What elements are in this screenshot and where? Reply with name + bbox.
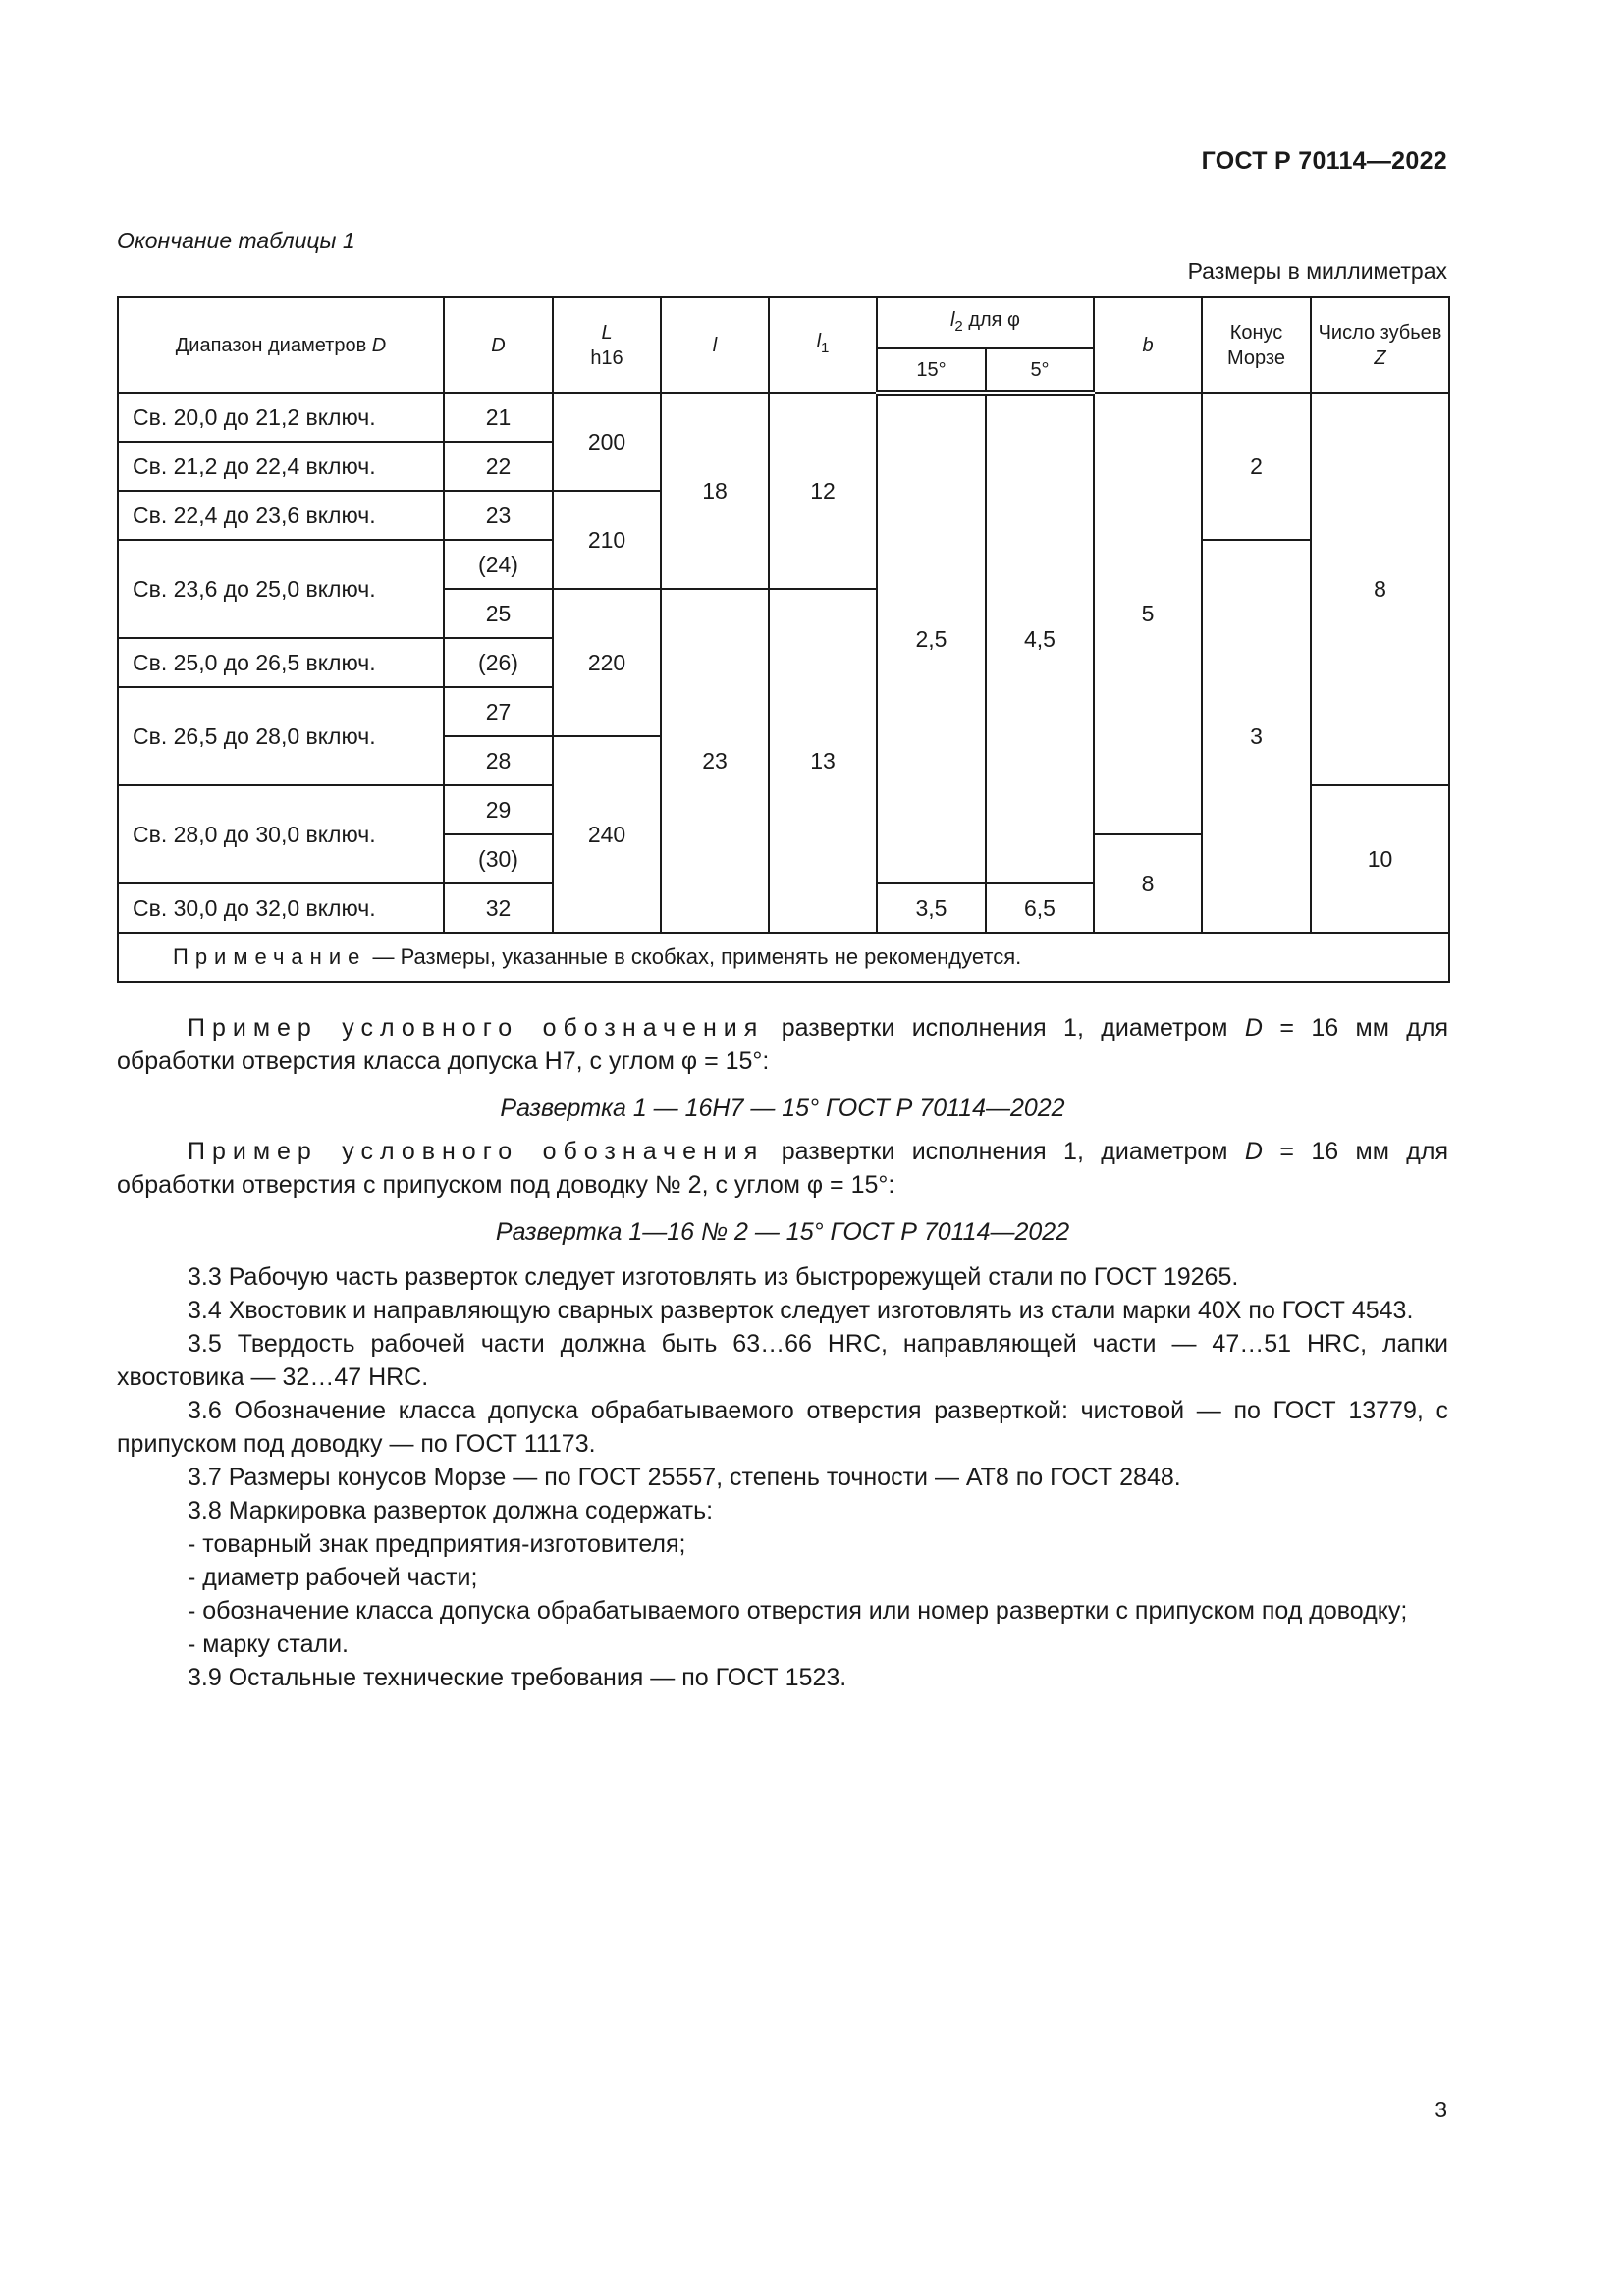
d-cell: 21: [444, 393, 553, 442]
header-morse: Конус Морзе: [1202, 297, 1311, 393]
d-cell: (30): [444, 834, 553, 883]
range-cell: Св. 25,0 до 26,5 включ.: [118, 638, 444, 687]
header-d: D: [444, 297, 553, 393]
range-cell: Св. 22,4 до 23,6 включ.: [118, 491, 444, 540]
header-l2: $l_2$ для φ: [877, 297, 1094, 348]
page-number: 3: [1435, 2097, 1447, 2122]
clause-3-4: 3.4 Хвостовик и направляющую сварных разверток следует изготовлять из стали марки 40Х по ГОСТ 4543.: [188, 1297, 1414, 1324]
teeth-cell: 10: [1311, 785, 1449, 933]
header-angle-15: 15°: [877, 348, 986, 393]
header-b: b: [1094, 297, 1202, 393]
d-cell: 32: [444, 883, 553, 933]
range-cell: Св. 21,2 до 22,4 включ.: [118, 442, 444, 491]
d-cell: 28: [444, 736, 553, 785]
document-code: ГОСТ Р 70114—2022: [1201, 147, 1447, 175]
clause-3-8: 3.8 Маркировка разверток должна содержать:: [188, 1497, 714, 1524]
b-cell: 5: [1094, 393, 1202, 834]
d-cell: 27: [444, 687, 553, 736]
range-cell: Св. 20,0 до 21,2 включ.: [118, 393, 444, 442]
header-l-length: L h16: [553, 297, 661, 393]
range-cell: Св. 28,0 до 30,0 включ.: [118, 785, 444, 883]
d-cell: 23: [444, 491, 553, 540]
morse-cell: 2: [1202, 393, 1311, 540]
morse-cell: 3: [1202, 540, 1311, 933]
d-cell: 22: [444, 442, 553, 491]
header-teeth: Число зубьев Z: [1311, 297, 1449, 393]
d-cell: 25: [444, 589, 553, 638]
clause-3-7: 3.7 Размеры конусов Морзе — по ГОСТ 25557, степень точности — АТ8 по ГОСТ 2848.: [188, 1464, 1181, 1491]
list-item: - марку стали.: [188, 1630, 350, 1658]
note-row: [118, 933, 1449, 982]
formula-2: Развертка 1—16 № 2 — 15° ГОСТ Р 70114—2022: [495, 1218, 1070, 1246]
l1-cell: 13: [769, 589, 877, 933]
table-row: [118, 393, 1449, 442]
l2-15-cell: 2,5: [877, 393, 986, 883]
table-note: Примечание — Размеры, указанные в скобках, применять не рекомендуется.: [118, 933, 1449, 982]
range-cell: Св. 23,6 до 25,0 включ.: [118, 540, 444, 638]
d-cell: (24): [444, 540, 553, 589]
clause-3-5: 3.5 Твердость рабочей части должна быть 63…66 HRC, направляющей части — 47…51 HRC, лапки хвостовика — 32…47 HRC.: [117, 1330, 1448, 1391]
units-note: Размеры в миллиметрах: [1187, 258, 1447, 284]
header-angle-5: 5°: [986, 348, 1094, 393]
l-cell: 18: [661, 393, 769, 589]
l-length-cell: 220: [553, 589, 661, 736]
range-cell: Св. 26,5 до 28,0 включ.: [118, 687, 444, 785]
header-range: Диапазон диаметров D: [118, 297, 444, 393]
clause-3-9: 3.9 Остальные технические требования — по ГОСТ 1523.: [188, 1664, 847, 1691]
b-cell: 8: [1094, 834, 1202, 933]
body-text: [117, 1011, 1448, 1694]
range-cell: Св. 30,0 до 32,0 включ.: [118, 883, 444, 933]
l-length-cell: 210: [553, 491, 661, 589]
l-cell: 23: [661, 589, 769, 933]
l2-15-cell: 3,5: [877, 883, 986, 933]
table-caption: Окончание таблицы 1: [117, 228, 355, 253]
l-length-cell: 240: [553, 736, 661, 933]
example-2: Пример условного обозначения развертки исполнения 1, диаметром D = 16 мм для обработки отверстия с припуском под доводку № 2, с углом φ = 15°:: [117, 1138, 1449, 1199]
clause-3-6: 3.6 Обозначение класса допуска обрабатываемого отверстия разверткой: чистовой — по ГОСТ 13779, с припуском под доводку — по ГОСТ 11173.: [117, 1397, 1448, 1458]
list-item: - диаметр рабочей части;: [188, 1564, 478, 1591]
list-item: - обозначение класса допуска обрабатываемого отверстия или номер развертки с припуском под доводку;: [188, 1597, 1408, 1625]
d-cell: 29: [444, 785, 553, 834]
example-1: Пример условного обозначения развертки исполнения 1, диаметром D = 16 мм для обработки отверстия класса допуска H7, с углом φ = 15°:: [117, 1014, 1449, 1075]
formula-1: Развертка 1 — 16H7 — 15° ГОСТ Р 70114—2022: [500, 1095, 1065, 1122]
l1-cell: 12: [769, 393, 877, 589]
d-cell: (26): [444, 638, 553, 687]
l2-5-cell: 6,5: [986, 883, 1094, 933]
dimensions-table: [117, 296, 1450, 983]
list-item: - товарный знак предприятия-изготовителя;: [188, 1530, 686, 1558]
clause-3-3: 3.3 Рабочую часть разверток следует изготовлять из быстрорежущей стали по ГОСТ 19265.: [188, 1263, 1239, 1291]
header-l: l: [661, 297, 769, 393]
l-length-cell: 200: [553, 393, 661, 491]
header-l1: $l_1$: [769, 297, 877, 393]
l2-5-cell: 4,5: [986, 393, 1094, 883]
teeth-cell: 8: [1311, 393, 1449, 785]
